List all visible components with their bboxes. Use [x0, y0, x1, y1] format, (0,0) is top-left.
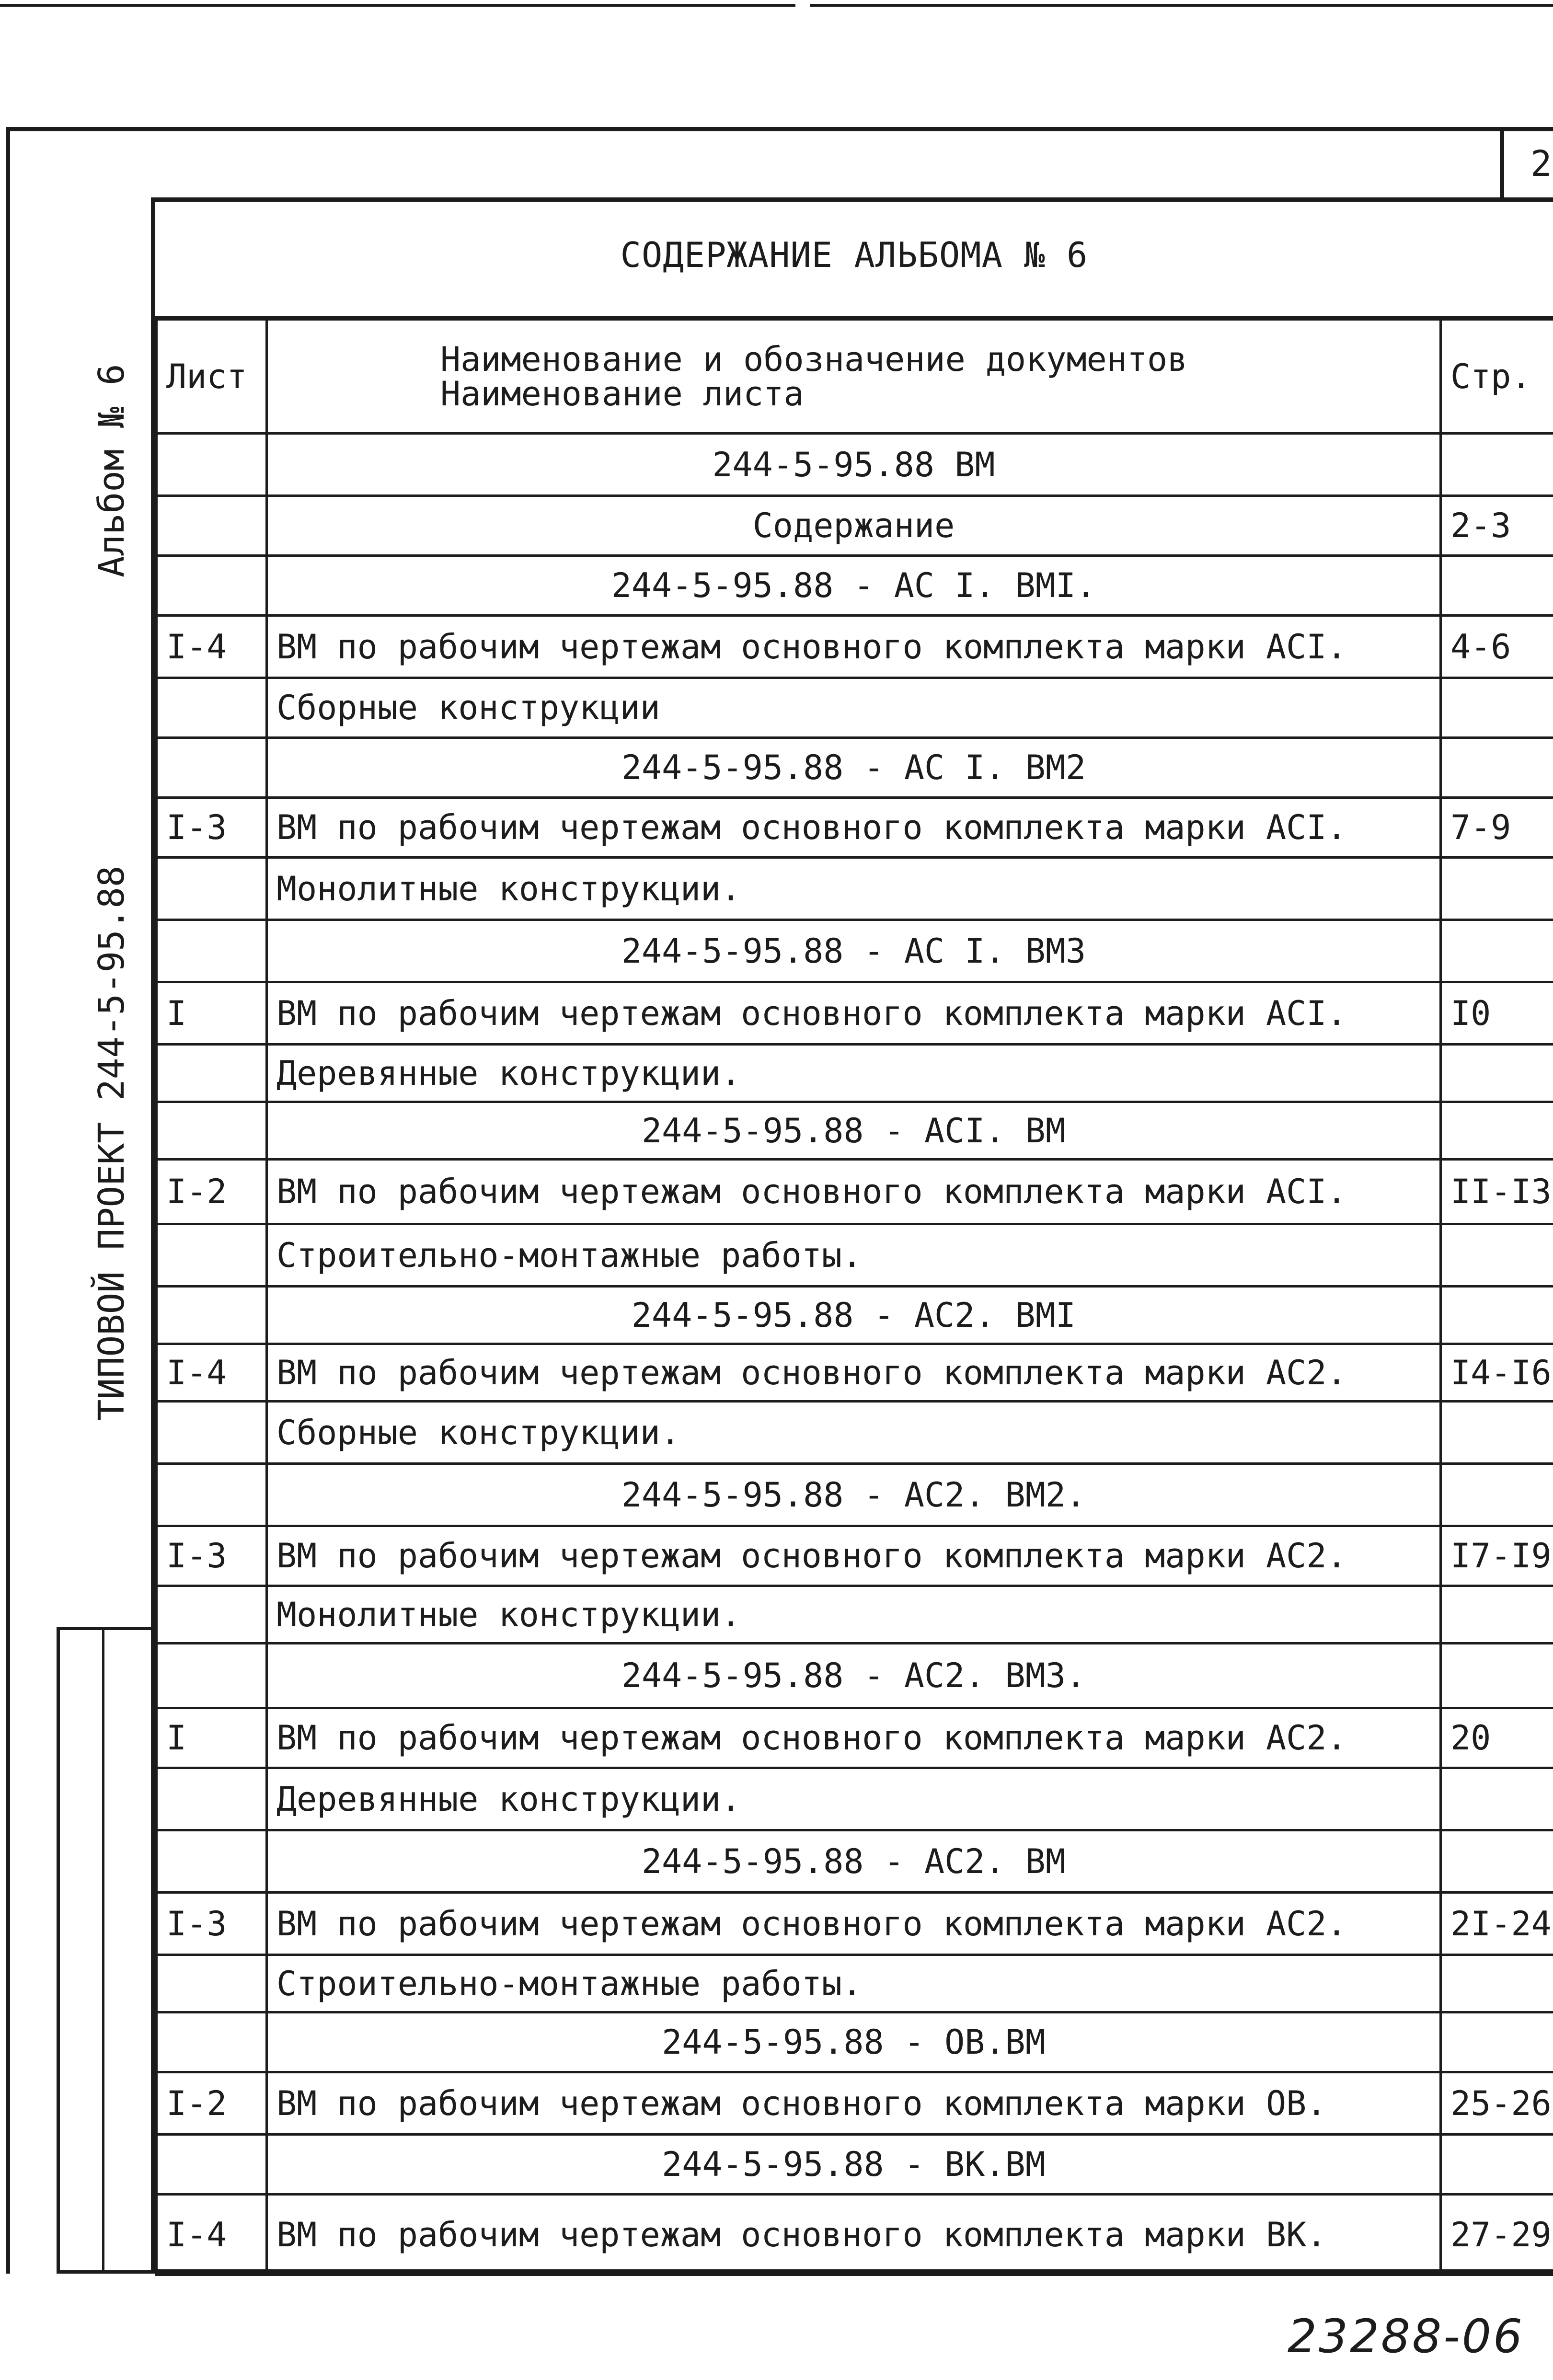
table-row [157, 1287, 1553, 1344]
cell-page [1441, 1045, 1553, 1102]
cell-page [1441, 1102, 1553, 1160]
table-row [157, 1893, 1553, 1955]
cell-name: Строительно-монтажные работы. [267, 1224, 1441, 1287]
cell-name: ВМ по рабочим чертежам основного комплекта марки АСI. [267, 982, 1441, 1045]
cell-sheet: I [157, 982, 267, 1045]
cell-name: ВМ по рабочим чертежам основного комплекта марки АСI. [267, 1160, 1441, 1224]
cell-name: 244-5-95.88 - АС2. ВМ [267, 1830, 1441, 1893]
cell-name: 244-5-95.88 - АС I. ВМ2 [267, 738, 1441, 798]
cell-sheet: I-3 [157, 798, 267, 858]
cell-page [1441, 678, 1553, 738]
stamp-divider [102, 1630, 104, 2270]
table-row [157, 2072, 1553, 2135]
cell-sheet [157, 1955, 267, 2012]
cell-sheet [157, 738, 267, 798]
cell-page [1441, 1644, 1553, 1708]
cell-page [1441, 858, 1553, 920]
cell-page [1441, 1768, 1553, 1830]
cell-page [1441, 1464, 1553, 1526]
table-row [157, 2195, 1553, 2275]
cell-sheet [157, 1287, 267, 1344]
cell-page: 7-9 [1441, 798, 1553, 858]
table-row [157, 1708, 1553, 1768]
table-row [157, 1102, 1553, 1160]
cell-page [1441, 738, 1553, 798]
header-name [267, 319, 1441, 434]
table-row [157, 1045, 1553, 1102]
header-page: Стр. [1441, 319, 1553, 434]
cell-sheet: I-2 [157, 2072, 267, 2135]
table-row [157, 738, 1553, 798]
cell-name: Деревянные конструкции. [267, 1768, 1441, 1830]
cell-sheet [157, 2135, 267, 2195]
cell-page [1441, 1224, 1553, 1287]
cell-page: 20 [1441, 1708, 1553, 1768]
cell-name: 244-5-95.88 - АСI. ВМ [267, 1102, 1441, 1160]
cell-page: II-I3 [1441, 1160, 1553, 1224]
cell-sheet: I-2 [157, 1160, 267, 1224]
cell-name: 244-5-95.88 - АС2. ВМ2. [267, 1464, 1441, 1526]
cell-sheet [157, 920, 267, 982]
cell-page: I4-I6 [1441, 1344, 1553, 1402]
cell-page [1441, 1955, 1553, 2012]
page-title: СОДЕРЖАНИЕ АЛЬБОМА № 6 [620, 235, 1088, 275]
cell-sheet: I-4 [157, 2195, 267, 2275]
stamp-box [57, 1627, 155, 2274]
cell-page: 2-3 [1441, 496, 1553, 556]
side-label-album: Альбом № 6 [91, 364, 132, 577]
cell-name: Деревянные конструкции. [267, 1045, 1441, 1102]
cell-sheet [157, 1768, 267, 1830]
cell-name: 244-5-95.88 - АС I. ВМ3 [267, 920, 1441, 982]
cell-name: Содержание [267, 496, 1441, 556]
table-row [157, 616, 1553, 678]
cell-name: 244-5-95.88 - ОВ.ВМ [267, 2012, 1441, 2072]
cell-sheet [157, 556, 267, 616]
cell-page [1441, 1287, 1553, 1344]
document-code: 23288-06 [1287, 2310, 1524, 2363]
cell-sheet [157, 1644, 267, 1708]
cell-page: I0 [1441, 982, 1553, 1045]
table-row [157, 1224, 1553, 1287]
cell-page [1441, 920, 1553, 982]
table-row [157, 678, 1553, 738]
table-row [157, 1768, 1553, 1830]
side-label-project: ТИПОВОЙ ПРОЕКТ 244-5-95.88 [91, 865, 132, 1421]
cell-name: ВМ по рабочим чертежам основного комплекта марки АСI. [267, 616, 1441, 678]
cell-page: 25-26 [1441, 2072, 1553, 2135]
table-row [157, 2012, 1553, 2072]
cell-name: 244-5-95.88 - ВК.ВМ [267, 2135, 1441, 2195]
cell-sheet: I-4 [157, 616, 267, 678]
header-name-line2: Наименование листа [440, 374, 804, 414]
table-row [157, 920, 1553, 982]
table-row [157, 798, 1553, 858]
cell-page [1441, 2012, 1553, 2072]
cell-page [1441, 434, 1553, 496]
cell-sheet: I-3 [157, 1893, 267, 1955]
cell-page [1441, 1586, 1553, 1644]
cell-sheet [157, 2012, 267, 2072]
cell-name: ВМ по рабочим чертежам основного комплекта марки ОВ. [267, 2072, 1441, 2135]
table-row [157, 1955, 1553, 2012]
cell-sheet [157, 1464, 267, 1526]
cell-name: Монолитные конструкции. [267, 858, 1441, 920]
cell-name: 244-5-95.88 - АС2. ВМI [267, 1287, 1441, 1344]
cell-page: I7-I9 [1441, 1526, 1553, 1586]
cell-sheet [157, 678, 267, 738]
top-rule-left [0, 4, 795, 7]
cell-sheet [157, 496, 267, 556]
cell-name: 244-5-95.88 - АС I. ВМI. [267, 556, 1441, 616]
cell-name: 244-5-95.88 ВМ [267, 434, 1441, 496]
table-row [157, 1644, 1553, 1708]
cell-page [1441, 1830, 1553, 1893]
cell-sheet [157, 434, 267, 496]
cell-sheet [157, 858, 267, 920]
cell-name: Строительно-монтажные работы. [267, 1955, 1441, 2012]
table-row [157, 556, 1553, 616]
cell-sheet: I-4 [157, 1344, 267, 1402]
table-row [157, 982, 1553, 1045]
table-row [157, 2135, 1553, 2195]
cell-name: ВМ по рабочим чертежам основного комплекта марки АСI. [267, 798, 1441, 858]
table-row [157, 858, 1553, 920]
cell-name: ВМ по рабочим чертежам основного комплекта марки АС2. [267, 1893, 1441, 1955]
cell-page: 2I-24 [1441, 1893, 1553, 1955]
header-name-line1: Наименование и обозначение документов [440, 339, 1188, 379]
table-row [157, 1526, 1553, 1586]
cell-name: ВМ по рабочим чертежам основного комплекта марки АС2. [267, 1708, 1441, 1768]
cell-page: 4-6 [1441, 616, 1553, 678]
cell-name: Сборные конструкции. [267, 1402, 1441, 1464]
cell-sheet [157, 1586, 267, 1644]
table-row [157, 496, 1553, 556]
page-number: 2 [1500, 127, 1553, 201]
cell-sheet: I-3 [157, 1526, 267, 1586]
table-row [157, 1464, 1553, 1526]
table-row [157, 1160, 1553, 1224]
cell-sheet [157, 1224, 267, 1287]
cell-name: ВМ по рабочим чертежам основного комплекта марки ВК. [267, 2195, 1441, 2275]
cell-page [1441, 1402, 1553, 1464]
cell-name: Сборные конструкции [267, 678, 1441, 738]
cell-name: ВМ по рабочим чертежам основного комплекта марки АС2. [267, 1526, 1441, 1586]
cell-sheet [157, 1402, 267, 1464]
cell-name: 244-5-95.88 - АС2. ВМ3. [267, 1644, 1441, 1708]
table-row [157, 1586, 1553, 1644]
cell-sheet: I [157, 1708, 267, 1768]
table-row [157, 1830, 1553, 1893]
cell-name: Монолитные конструкции. [267, 1586, 1441, 1644]
header-sheet: Лист [157, 319, 267, 434]
cell-page [1441, 2135, 1553, 2195]
cell-page: 27-29 [1441, 2195, 1553, 2275]
table-header-row [157, 319, 1553, 434]
table-row [157, 434, 1553, 496]
cell-name: ВМ по рабочим чертежам основного комплекта марки АС2. [267, 1344, 1441, 1402]
cell-sheet [157, 1102, 267, 1160]
cell-page [1441, 556, 1553, 616]
top-rule-right [810, 4, 1553, 7]
cell-sheet [157, 1045, 267, 1102]
contents-table [155, 316, 1553, 2276]
table-row [157, 1344, 1553, 1402]
cell-sheet [157, 1830, 267, 1893]
table-row [157, 1402, 1553, 1464]
